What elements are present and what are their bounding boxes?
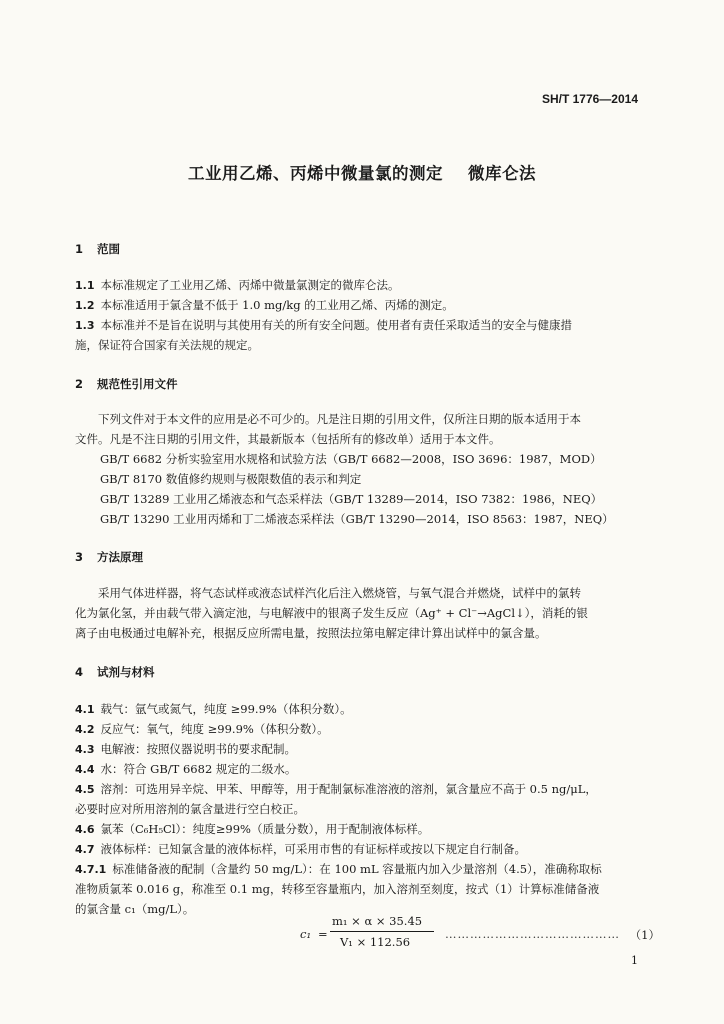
reference-item: GB/T 8170 数值修约规则与极限数值的表示和判定 bbox=[100, 472, 362, 486]
formula-numerator: m₁ × α × 35.45 bbox=[332, 914, 423, 928]
references-intro-line-1: 下列文件对于本文件的应用是必不可少的。凡是注日期的引用文件，仅所注日期的版本适用于本 bbox=[98, 412, 581, 426]
clause-1-3-continued: 施，保证符合国家有关法规的规定。 bbox=[75, 338, 259, 352]
clause-text: 本标准规定了工业用乙烯、丙烯中微量氯测定的微库仑法。 bbox=[100, 278, 400, 292]
formula-equals: = bbox=[318, 927, 328, 941]
clause-4-7-1-continued-2: 的氯含量 c₁（mg/L）。 bbox=[75, 902, 195, 916]
page-number: 1 bbox=[631, 954, 638, 967]
clause-number: 4.3 bbox=[75, 743, 95, 756]
section-title: 范围 bbox=[97, 242, 120, 256]
clause-4-7 bbox=[75, 842, 638, 857]
clause-4-5 bbox=[75, 782, 638, 797]
clause-4-4 bbox=[75, 762, 638, 777]
section-title: 方法原理 bbox=[97, 550, 143, 564]
principle-line-2: 化为氯化氢，并由载气带入滴定池，与电解液中的银离子发生反应（Ag⁺ + Cl⁻→AgCl↓），消耗的银 bbox=[75, 606, 588, 620]
section-3-heading bbox=[75, 549, 143, 565]
clause-text: 液体标样：已知氯含量的液体标样，可采用市售的有证标样或按以下规定自行制备。 bbox=[100, 842, 526, 856]
section-number: 2 bbox=[75, 377, 84, 391]
clause-1-2 bbox=[75, 298, 638, 313]
clause-number: 4.7 bbox=[75, 843, 95, 856]
clause-text: 水：符合 GB/T 6682 规定的二级水。 bbox=[100, 762, 297, 776]
reference-item: GB/T 13290 工业用丙烯和丁二烯液态采样法（GB/T 13290—2014，ISO 8563：1987，NEQ） bbox=[100, 512, 614, 526]
principle-line-1: 采用气体进样器，将气态试样或液态试样汽化后注入燃烧管，与氧气混合并燃烧，试样中的氯转 bbox=[98, 586, 581, 600]
principle-line-3: 离子由电极通过电解补充，根据反应所需电量，按照法拉第电解定律计算出试样中的氯含量。 bbox=[75, 626, 547, 640]
clause-number: 4.2 bbox=[75, 723, 95, 736]
clause-number: 4.4 bbox=[75, 763, 95, 776]
reference-item: GB/T 13289 工业用乙烯液态和气态采样法（GB/T 13289—2014，ISO 7382：1986，NEQ） bbox=[100, 492, 603, 506]
clause-number: 1.2 bbox=[75, 299, 95, 312]
clause-text: 氯苯（C₆H₅Cl）：纯度≥99%（质量分数），用于配制液体标样。 bbox=[100, 822, 430, 836]
clause-4-6 bbox=[75, 822, 638, 837]
clause-text: 溶剂：可选用异辛烷、甲苯、甲醇等，用于配制氯标准溶液的溶剂，氯含量应不高于 0.5 ng/μL， bbox=[100, 782, 597, 796]
section-1-heading bbox=[75, 241, 120, 257]
fraction-bar bbox=[330, 931, 434, 932]
clause-4-5-continued: 必要时应对所用溶剂的氯含量进行空白校正。 bbox=[75, 802, 305, 816]
clause-number: 4.1 bbox=[75, 703, 95, 716]
section-number: 3 bbox=[75, 550, 84, 564]
clause-text: 标准储备液的配制（含量约 50 mg/L）：在 100 mL 容量瓶内加入少量溶剂（4.5），准确称取标 bbox=[112, 862, 602, 876]
document-code: SH/T 1776—2014 bbox=[541, 92, 638, 106]
clause-number: 1.3 bbox=[75, 319, 95, 332]
clause-text: 本标准适用于氯含量不低于 1.0 mg/kg 的工业用乙烯、丙烯的测定。 bbox=[100, 298, 454, 312]
section-title: 试剂与材料 bbox=[97, 665, 155, 679]
section-2-heading bbox=[75, 376, 178, 392]
section-4-heading bbox=[75, 664, 155, 680]
section-title: 规范性引用文件 bbox=[97, 377, 178, 391]
clause-4-1 bbox=[75, 702, 638, 717]
clause-number: 4.6 bbox=[75, 823, 95, 836]
document-title: 工业用乙烯、丙烯中微量氯的测定 微库仑法 bbox=[188, 164, 536, 183]
reference-item: GB/T 6682 分析实验室用水规格和试验方法（GB/T 6682—2008，ISO 3696：1987，MOD） bbox=[100, 452, 602, 466]
section-number: 4 bbox=[75, 665, 84, 679]
clause-1-3 bbox=[75, 318, 638, 333]
clause-4-7-1-continued-1: 准物质氯苯 0.016 g，称准至 0.1 mg，转移至容量瓶内，加入溶剂至刻度，按式（1）计算标准储备液 bbox=[75, 882, 600, 896]
formula-1 bbox=[300, 914, 660, 954]
clause-4-2 bbox=[75, 722, 638, 737]
section-number: 1 bbox=[75, 242, 84, 256]
clause-number: 4.7.1 bbox=[75, 863, 107, 876]
clause-text: 本标准并不是旨在说明与其使用有关的所有安全问题。使用者有责任采取适当的安全与健康措 bbox=[100, 318, 572, 332]
clause-text: 载气：氩气或氮气，纯度 ≥99.9%（体积分数）。 bbox=[100, 702, 352, 716]
formula-leader-dots: …………………………………… bbox=[445, 927, 620, 941]
clause-text: 反应气：氧气，纯度 ≥99.9%（体积分数）。 bbox=[100, 722, 329, 736]
formula-lhs: c₁ bbox=[300, 927, 312, 941]
clause-4-3 bbox=[75, 742, 638, 757]
formula-number: （1） bbox=[629, 928, 660, 942]
clause-1-1 bbox=[75, 278, 638, 293]
formula-denominator: V₁ × 112.56 bbox=[340, 935, 411, 949]
clause-number: 4.5 bbox=[75, 783, 95, 796]
clause-text: 电解液：按照仪器说明书的要求配制。 bbox=[100, 742, 296, 756]
references-intro-line-2: 文件。凡是不注日期的引用文件，其最新版本（包括所有的修改单）适用于本文件。 bbox=[75, 432, 501, 446]
clause-number: 1.1 bbox=[75, 279, 95, 292]
clause-4-7-1 bbox=[75, 862, 638, 877]
